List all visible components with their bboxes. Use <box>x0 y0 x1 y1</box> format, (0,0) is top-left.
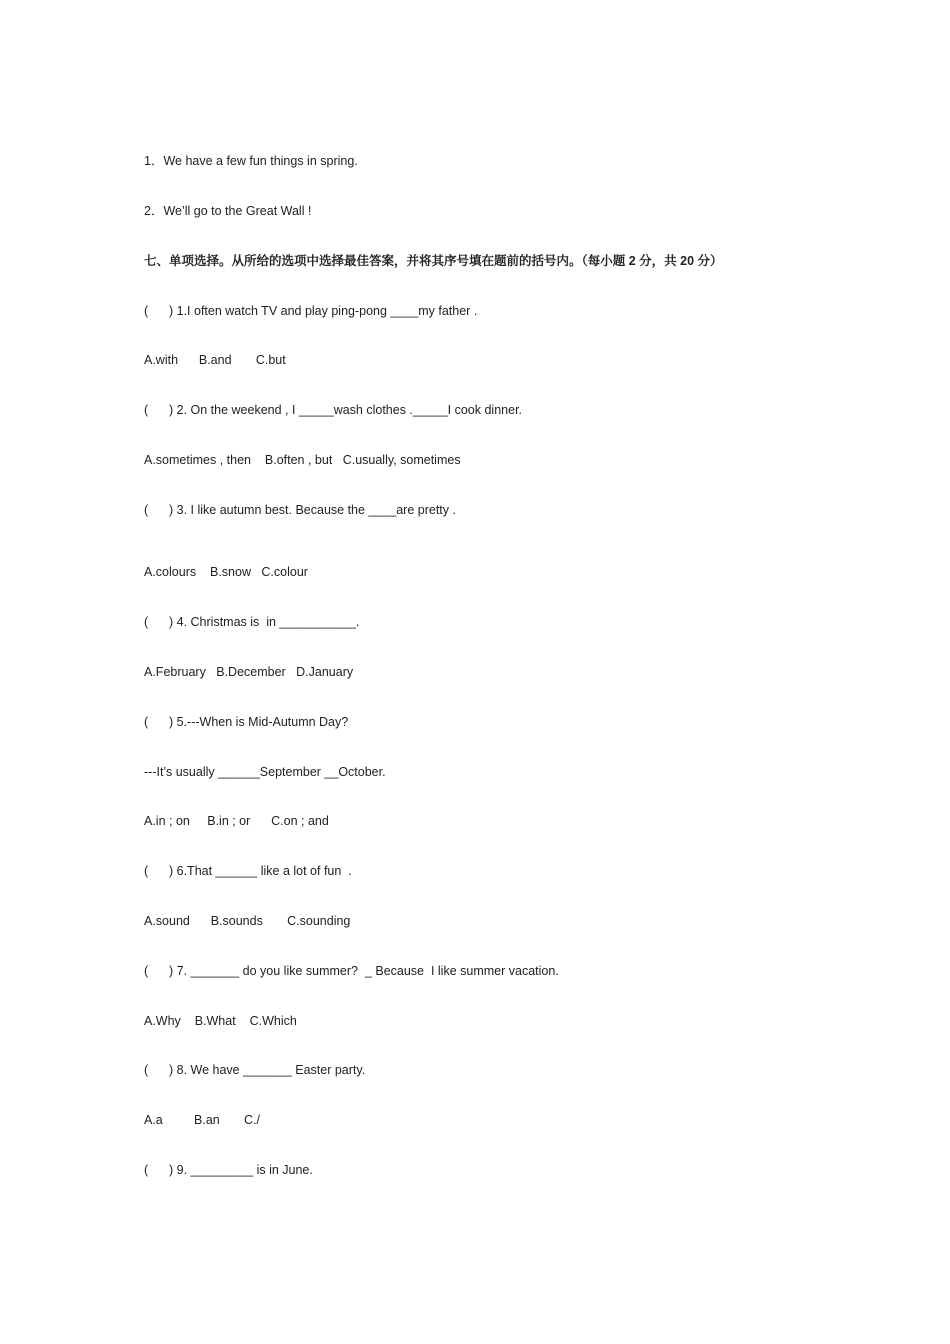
options-3: A.colours B.snow C.colour <box>144 565 308 579</box>
question-3: ( ) 3. I like autumn best. Because the ____are pretty . <box>144 503 456 517</box>
question-4: ( ) 4. Christmas is in ___________. <box>144 615 360 629</box>
question-5: ( ) 5.---When is Mid-Autumn Day? <box>144 715 349 729</box>
options-7: A.Why B.What C.Which <box>144 1014 297 1028</box>
options-2: A.sometimes , then B.often , but C.usually, sometimes <box>144 453 461 467</box>
section-heading: 七、单项选择。从所给的选项中选择最佳答案，并将其序号填在题前的括号内。（每小题 2 分，共 20 分） <box>144 254 723 268</box>
question-5-answer-line: ---It’s usually ______September __October. <box>144 765 386 779</box>
options-5: A.in ; on B.in ; or C.on ; and <box>144 814 329 828</box>
exercise-item-2: 2．We’ll go to the Great Wall ! <box>144 204 312 218</box>
question-2: ( ) 2. On the weekend , I _____wash clothes ._____I cook dinner. <box>144 403 523 417</box>
question-8: ( ) 8. We have _______ Easter party. <box>144 1063 366 1077</box>
options-4: A.February B.December D.January <box>144 665 354 679</box>
question-7: ( ) 7. _______ do you like summer? _ Because I like summer vacation. <box>144 964 559 978</box>
options-8: A.a B.an C./ <box>144 1113 261 1127</box>
question-9: ( ) 9. _________ is in June. <box>144 1163 313 1177</box>
question-6: ( ) 6.That ______ like a lot of fun . <box>144 864 352 878</box>
options-6: A.sound B.sounds C.sounding <box>144 914 351 928</box>
exercise-item-1: 1．We have a few fun things in spring. <box>144 154 358 168</box>
options-1: A.with B.and C.but <box>144 353 286 367</box>
question-1: ( ) 1.I often watch TV and play ping-pong ____my father . <box>144 304 478 318</box>
